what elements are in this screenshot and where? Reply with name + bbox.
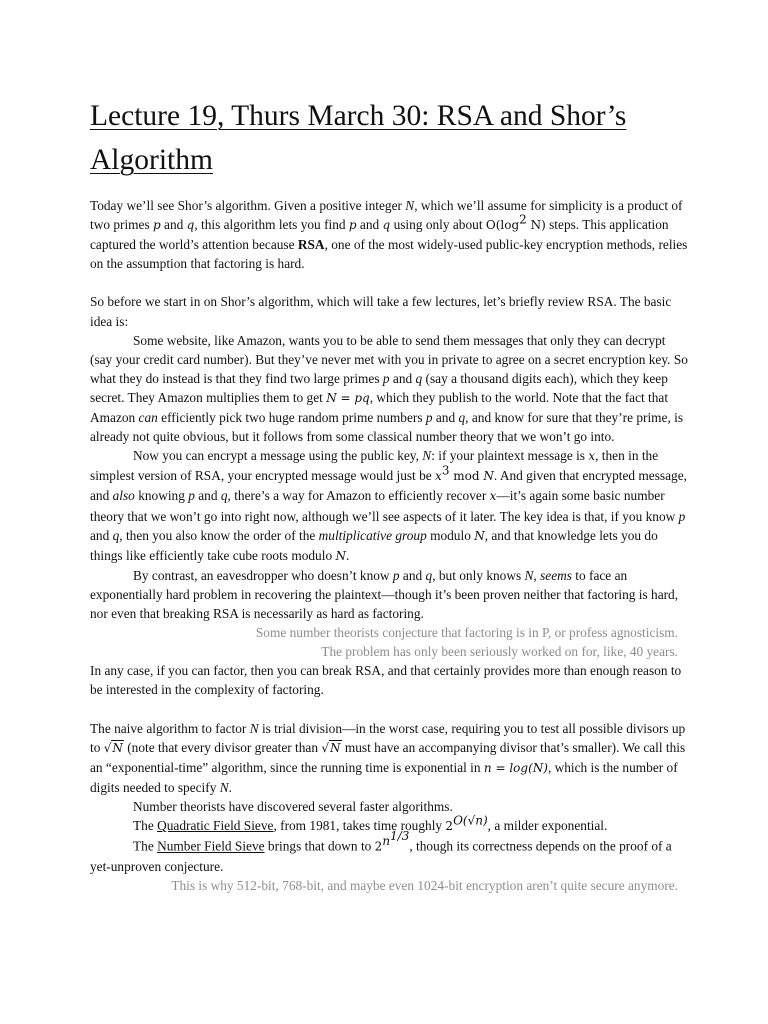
- amazon-paragraph: Some website, like Amazon, wants you to be able to send them messages that only they can decrypt (say your credit card number). But they’ve never met with you in private to agree on a secret encryption key. So what they do instead is that they find two large primes p and q (say a thousand digits each), which they keep secret. They Amazon multiplies them to get N = pq, which they publish to the world. Note that the fact that Amazon can efficiently pick two huge random prime numbers p and q, and know for sure that they’re prime, is already not quite obvious, but it follows from some classical number theory that we won’t go into.: [90, 332, 688, 445]
- eavesdropper-paragraph: By contrast, an eavesdropper who doesn’t know p and q, but only knows N, seems to face an exponentially hard problem in recovering the plaintext—though it’s been proven neither that factoring is hard, nor even that breaking RSA is necessarily as hard as factoring.: [90, 567, 679, 621]
- page-title: Lecture 19, Thurs March 30: RSA and Shor’s Algorithm: [90, 100, 627, 176]
- faster-algorithms-line: Number theorists have discovered several faster algorithms.: [133, 798, 453, 814]
- side-note-encryption-insecure: This is why 512-bit, 768-bit, and maybe even 1024-bit encryption aren’t quite secure anymore.: [171, 877, 678, 893]
- side-note-40-years: The problem has only been seriously worked on for, like, 40 years.: [321, 644, 678, 660]
- quadratic-sieve-line: The Quadratic Field Sieve, from 1981, takes time roughly $2^{O(√n)}$, a milder exponential.: [133, 813, 608, 833]
- break-rsa-paragraph: In any case, if you can factor, then you can break RSA, and that certainly provides more than enough reason to be interested in the complexity of factoring.: [90, 663, 682, 698]
- intro-paragraph: Today we’ll see Shor’s algorithm. Given a positive integer N, which we’ll assume for simplicity is a product of two primes p and q, this algorithm lets you find p and q using only about $O(\log^2$ N) steps. This application captured the world’s attention because RSA, one of the most widely-used public-key encryption methods, relies on the assumption that factoring is hard.: [90, 198, 688, 272]
- encrypt-paragraph: Now you can encrypt a message using the public key, N: if your plaintext message is x, then in the simplest version of RSA, your encrypted message would just be $x^3$ mod N. And given that encrypted message, and also knowing p and q, there’s a way for Amazon to efficiently recover x—it’s again some basic number theory that we won’t go into right now, although we’ll see aspects of it later. The key idea is that, if you know p and q, then you also know the order of the multiplicative group modulo N, and that knowledge lets you do things like efficiently take cube roots modulo N.: [90, 448, 687, 563]
- sqrt-n-expression: √N: [321, 740, 341, 755]
- trial-division-paragraph: The naive algorithm to factor N is trial division—in the worst case, requiring you to test all possible divisors up to √N (note that every divisor greater than √N must have an accompanying divisor that’s smaller). We call this an “exponential-time” algorithm, since the running time is exponential in n = log(N), which is the number of digits needed to specify N.: [90, 720, 686, 795]
- document-body: [90, 196, 690, 895]
- side-note-factoring-in-p: Some number theorists conjecture that factoring is in P, or profess agnosticism.: [255, 625, 678, 641]
- rsa-review-paragraph: So before we start in on Shor’s algorithm, which will take a few lectures, let’s briefly review RSA. The basic idea is:: [90, 294, 672, 329]
- quadratic-field-sieve-link[interactable]: Quadratic Field Sieve: [157, 818, 274, 833]
- sqrt-n-expression: √N: [103, 740, 123, 755]
- number-field-sieve-line: The Number Field Sieve brings that down to $2^{n^{1/3}}$, though its correctness depends on the proof of a yet-unproven conjecture.: [90, 829, 672, 874]
- number-field-sieve-link[interactable]: Number Field Sieve: [157, 838, 265, 854]
